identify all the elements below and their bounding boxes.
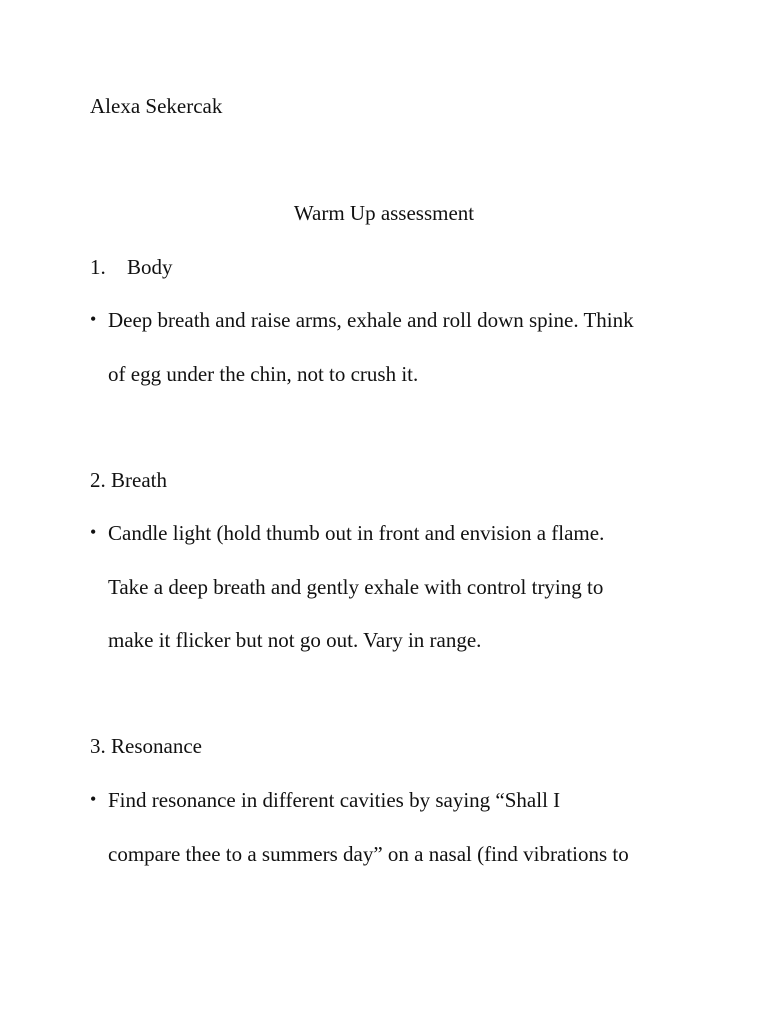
section-title: Body [127,255,173,279]
document-title: Warm Up assessment [293,201,475,225]
paragraph-line: compare thee to a summers day” on a nasal (find vibrations to [108,842,629,866]
section-number: 1. [90,255,106,279]
paragraph-line: of egg under the chin, not to crush it. [108,362,419,386]
section-number: 3. [90,734,106,758]
section-number: 2. [90,468,106,492]
section-heading-resonance [90,736,202,757]
author-name: Alexa Sekercak [90,94,223,118]
paragraph-line: Candle light (hold thumb out in front and envision a flame. [108,521,605,545]
paragraph-line: make it flicker but not go out. Vary in range. [108,628,482,652]
section-heading-body [90,257,173,278]
paragraph-line: Deep breath and raise arms, exhale and roll down spine. Think [108,308,634,332]
bullet-icon: • [90,789,97,809]
bullet-icon: • [90,522,97,542]
paragraph-line: Take a deep breath and gently exhale with control trying to [108,575,604,599]
section-title: Breath [111,468,167,492]
paragraph-line: Find resonance in different cavities by saying “Shall I [108,788,561,812]
section-title: Resonance [111,734,202,758]
section-heading-breath [90,470,167,491]
bullet-icon: • [90,309,97,329]
